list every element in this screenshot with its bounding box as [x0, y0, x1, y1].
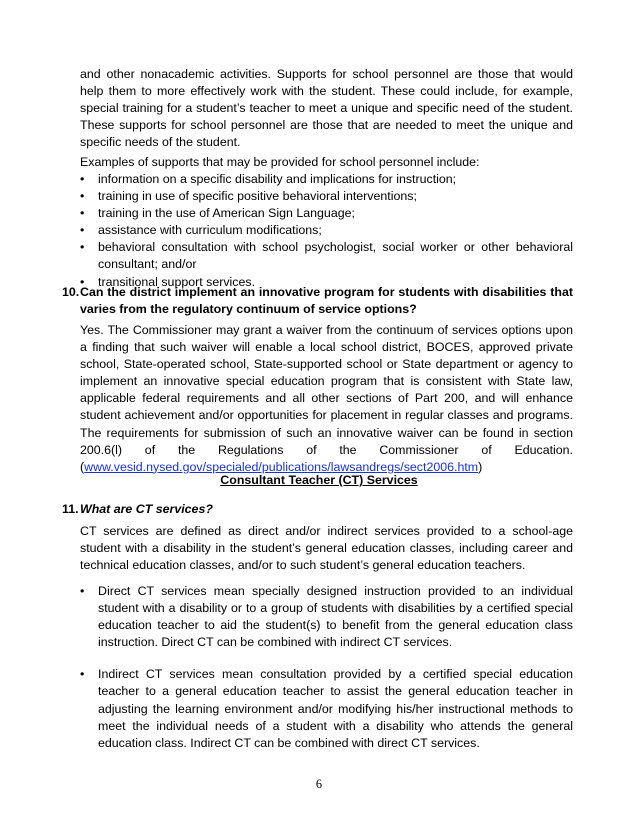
list-item: • behavioral consultation with school psychologist, social worker or other behavioral consultant; and/or — [80, 240, 573, 272]
list-item: • training in the use of American Sign Language; — [80, 205, 573, 222]
answer-11: CT services are defined as direct and/or indirect services provided to a school-age student with a disability in the student’s general education classes, including career and technical education classes, and/or to such student’s general education teachers. — [80, 524, 573, 573]
list-item: • training in use of specific positive behavioral interventions; — [80, 188, 573, 205]
list-item: • information on a specific disability and implications for instruction; — [80, 171, 573, 188]
bullet-icon: • — [80, 667, 85, 682]
question-number: 11. — [62, 502, 79, 516]
list-item: • assistance with curriculum modifications; — [80, 222, 573, 239]
list-item: • Direct CT services mean specially designed instruction provided to an individual student with a disability or to a group of students with disabilities by a certified special education teacher to aid the student(s) to benefit from the general education class instruction. Direct CT can be combined with indirect CT services. — [80, 584, 573, 650]
bullet-icon: • — [80, 584, 85, 598]
bullet-icon: • — [80, 206, 85, 221]
question-text: Can the district implement an innovative program for students with disabilities that varies from the regulatory continuum of service options? — [80, 285, 573, 317]
section-heading: Consultant Teacher (CT) Services — [220, 473, 418, 487]
examples-list — [80, 171, 573, 291]
ct-services-list — [80, 583, 573, 767]
list-item: • transitional support services. — [80, 274, 573, 291]
question-10 — [62, 284, 573, 317]
question-11 — [62, 501, 573, 518]
page-number: 6 — [315, 777, 323, 791]
question-number: 10. — [62, 285, 80, 299]
bullet-icon: • — [80, 240, 85, 255]
answer-10: Yes. The Commissioner may grant a waiver from the continuum of services options upon a finding that such waiver will enable a local school district, BOCES, approved private school, State-operated school, State-supported school or State department or agency to implement an innovative special education program that is consistent with State law, applicable federal requirements and all other sections of Part 200, and will enhance student achievement and/or opportunities for placement in regular classes and programs. The requirements for submission of such an innovative waiver can be found in section 200.6(l) of the Regulations of the Commissioner of Education. (www.vesid.nysed.gov/specialed/publications/lawsandregs/sect2006.htm) — [80, 323, 573, 474]
question-text: What are CT services? — [80, 502, 213, 516]
list-item: • Indirect CT services mean consultation provided by a certified special education teacher to a general education teacher to assist the general education teacher in adjusting the learning environment and/or modifying his/her instructional methods to meet the individual needs of a student with a disability who attends the general education class. Indirect CT can be combined with direct CT services. — [80, 667, 573, 750]
bullet-icon: • — [80, 274, 85, 289]
bullet-icon: • — [80, 223, 85, 238]
regulations-link[interactable]: www.vesid.nysed.gov/specialed/publications/lawsandregs/sect2006.htm — [84, 459, 479, 474]
intro-paragraph: and other nonacademic activities. Supports for school personnel are those that would help them to more effectively work with the student. These could include, for example, special training for a student’s teacher to meet a unique and specific need of the student. These supports for school personnel are those that are needed to meet the unique and specific needs of the student. — [80, 67, 573, 150]
examples-intro: Examples of supports that may be provided for school personnel include: — [80, 155, 480, 169]
bullet-icon: • — [80, 172, 85, 186]
bullet-icon: • — [80, 189, 85, 204]
